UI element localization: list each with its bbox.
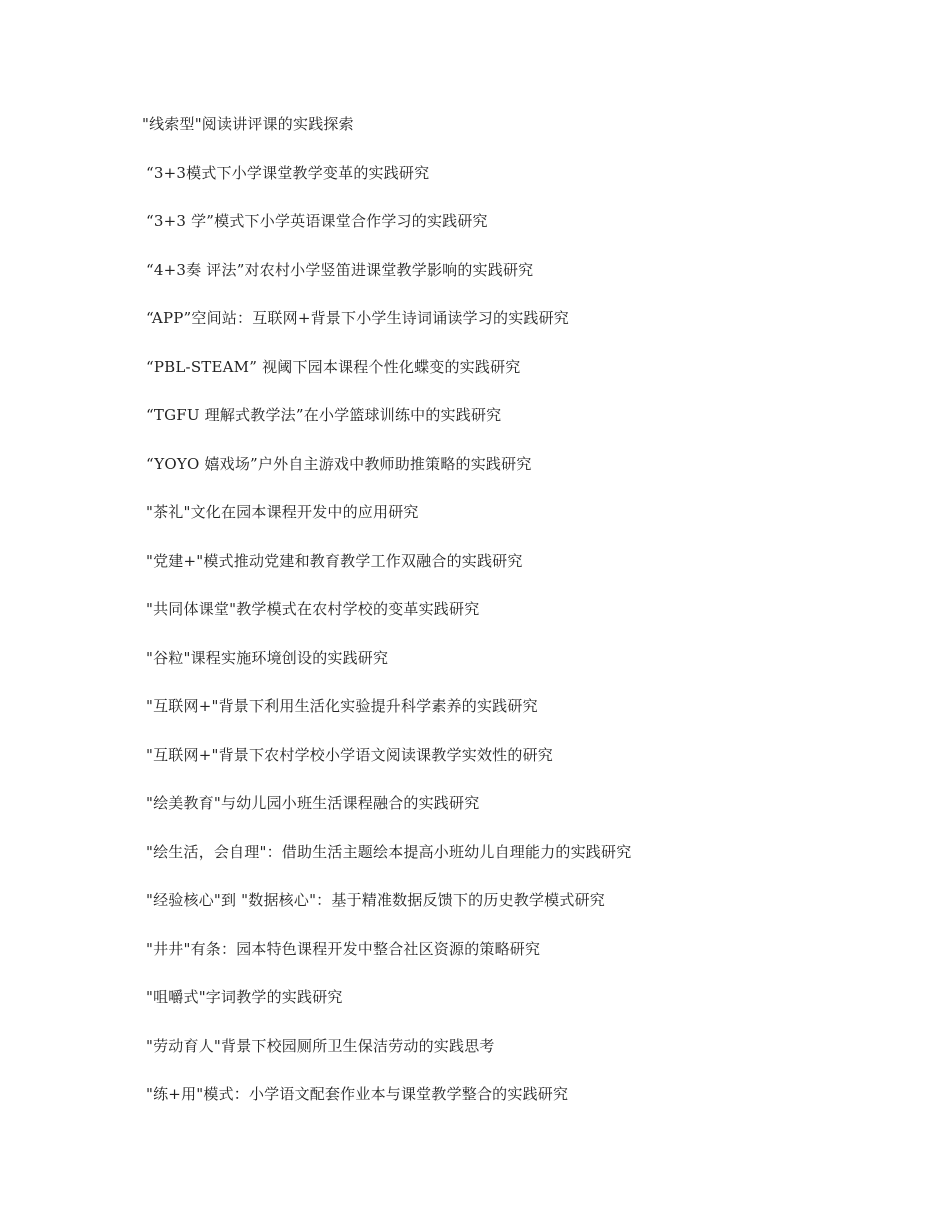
list-item: “4+3奏 评法”对农村小学竖笛进课堂教学影响的实践研究 <box>146 260 534 279</box>
list-item: "共同体课堂"教学模式在农村学校的变革实践研究 <box>146 600 480 618</box>
list-item: "经验核心"到 "数据核心"：基于精准数据反馈下的历史教学模式研究 <box>146 891 605 909</box>
list-item: "谷粒"课程实施环境创设的实践研究 <box>146 648 389 667</box>
list-item: "练+用"模式：小学语文配套作业本与课堂教学整合的实践研究 <box>146 1085 569 1103</box>
list-item: “TGFU 理解式教学法”在小学篮球训练中的实践研究 <box>146 406 502 424</box>
list-item: "线索型"阅读讲评课的实践探索 <box>142 115 354 133</box>
list-item: “APP”空间站：互联网+背景下小学生诗词诵读学习的实践研究 <box>146 309 569 327</box>
list-item: "互联网+"背景下农村学校小学语文阅读课教学实效性的研究 <box>146 745 553 764</box>
list-item: "绘生活，会自理"：借助生活主题绘本提高小班幼儿自理能力的实践研究 <box>146 842 632 861</box>
research-title-list <box>142 110 902 1129</box>
list-item: “PBL-STEAM” 视阈下园本课程个性化蝶变的实践研究 <box>146 357 521 376</box>
list-item: "劳动育人"背景下校园厕所卫生保洁劳动的实践思考 <box>146 1036 495 1055</box>
list-item: "党建+"模式推动党建和教育教学工作双融合的实践研究 <box>146 551 523 570</box>
list-item: "咀嚼式"字词教学的实践研究 <box>146 988 343 1006</box>
list-item: “3+3模式下小学课堂教学变革的实践研究 <box>146 163 430 182</box>
list-item: “YOYO 嬉戏场”户外自主游戏中教师助推策略的实践研究 <box>146 454 532 473</box>
list-item: “3+3 学”模式下小学英语课堂合作学习的实践研究 <box>146 212 488 230</box>
list-item: "茶礼"文化在园本课程开发中的应用研究 <box>146 503 419 521</box>
list-item: "绘美教育"与幼儿园小班生活课程融合的实践研究 <box>146 794 480 812</box>
list-item: "井井"有条：园本特色课程开发中整合社区资源的策略研究 <box>146 939 541 958</box>
list-item: "互联网+"背景下利用生活化实验提升科学素养的实践研究 <box>146 697 538 715</box>
